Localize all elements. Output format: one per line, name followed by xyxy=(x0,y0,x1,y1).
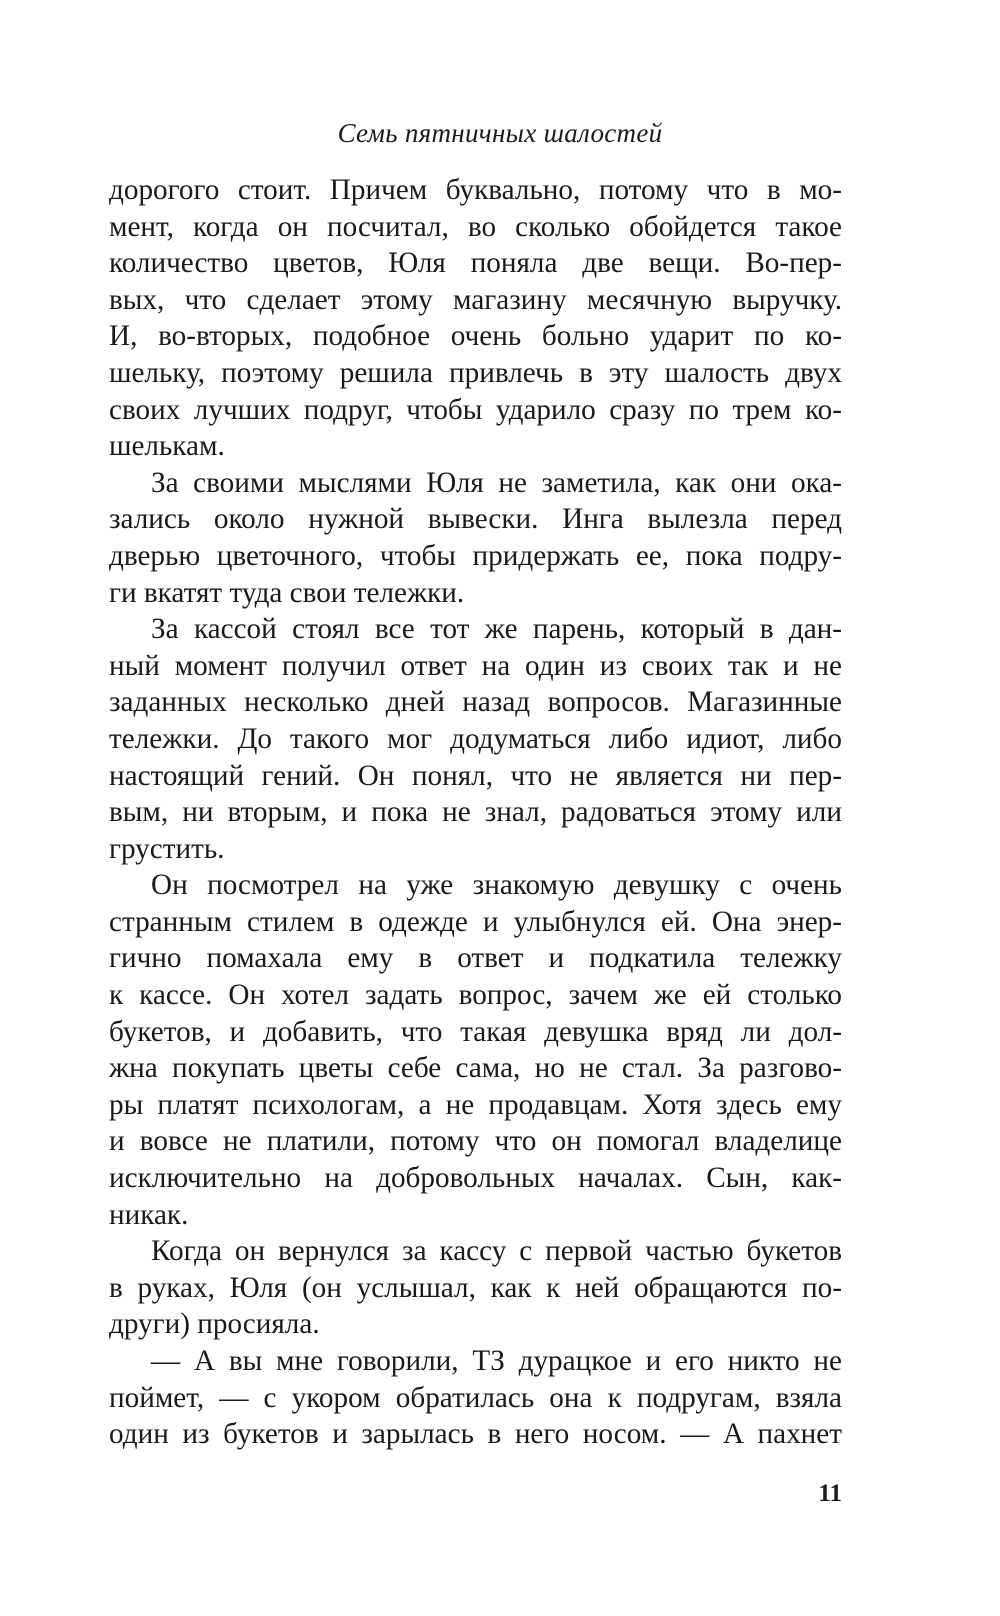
text-line: ры платят психологам, а не продавцам. Хотя здесь ему xyxy=(109,1088,842,1121)
text-line: зались около нужной вывески. Инга вылезла перед xyxy=(109,503,842,536)
text-line: дорогого стоит. Причем буквально, потому что в мо- xyxy=(109,174,842,206)
text-line: И, во-вторых, подобное очень больно ударит по ко- xyxy=(109,320,842,353)
paragraph xyxy=(109,611,842,867)
text-line: Он посмотрел на уже знакомую девушку с очень xyxy=(151,869,842,902)
text-line: никак. xyxy=(109,1198,189,1231)
text-line: шельку, поэтому решила привлечь в эту шалость двух xyxy=(109,356,842,389)
text-line: дверью цветочного, чтобы придержать ее, пока подру- xyxy=(109,539,842,572)
text-line: странным стилем в одежде и улыбнулся ей. Она энер- xyxy=(109,905,842,938)
text-line: поймет, — с укором обратилась она к подругам, взяла xyxy=(109,1381,842,1414)
text-line: ги вкатят туда свои тележки. xyxy=(109,576,465,609)
text-line: гично помахала ему в ответ и подкатила тележку xyxy=(109,942,842,975)
paragraph xyxy=(109,1343,842,1453)
text-line: За своими мыслями Юля не заметила, как они ока- xyxy=(151,466,842,499)
text-line: други) просияла. xyxy=(109,1308,320,1341)
text-line: и вовсе не платили, потому что он помогал владелице xyxy=(109,1125,842,1158)
text-line: к кассе. Он хотел задать вопрос, зачем же ей столько xyxy=(109,979,842,1012)
text-line: грустить. xyxy=(109,832,225,865)
text-line: один из букетов и зарылась в него носом. — А пахнет xyxy=(109,1418,842,1451)
text-line: мент, когда он посчитал, во сколько обойдется такое xyxy=(109,210,842,243)
text-line: ный момент получил ответ на один из своих так и не xyxy=(109,649,842,682)
text-line: шелькам. xyxy=(109,430,225,463)
text-line: тележки. До такого мог додуматься либо идиот, либо xyxy=(109,722,842,755)
text-line: Когда он вернулся за кассу с первой частью букетов xyxy=(151,1235,842,1268)
body-text xyxy=(109,172,842,1453)
paragraph xyxy=(109,867,842,1233)
text-line: количество цветов, Юля поняла две вещи. Во-пер- xyxy=(109,247,842,280)
text-line: букетов, и добавить, что такая девушка вряд ли дол- xyxy=(109,1015,842,1048)
text-line: жна покупать цветы себе сама, но не стал. За разгово- xyxy=(109,1052,842,1085)
paragraph xyxy=(109,1233,842,1343)
text-line: исключительно на добровольных началах. Сын, как- xyxy=(109,1162,842,1195)
text-line: вых, что сделает этому магазину месячную выручку. xyxy=(109,283,842,316)
text-line: своих лучших подруг, чтобы ударило сразу по трем ко- xyxy=(109,393,842,426)
text-line: — А вы мне говорили, ТЗ дурацкое и его никто не xyxy=(151,1345,842,1377)
text-line: вым, ни вторым, и пока не знал, радоваться этому или xyxy=(109,796,842,829)
paragraph-list xyxy=(109,172,842,1453)
page-number: 11 xyxy=(818,1480,842,1507)
text-line: За кассой стоял все тот же парень, который в дан- xyxy=(151,613,842,646)
text-line: настоящий гений. Он понял, что не является ни пер- xyxy=(109,759,842,792)
paragraph xyxy=(109,465,842,611)
paragraph xyxy=(109,172,842,465)
text-line: в руках, Юля (он услышал, как к ней обращаются по- xyxy=(109,1271,842,1304)
text-line: заданных несколько дней назад вопросов. Магазинные xyxy=(109,686,842,719)
running-head: Семь пятничных шалостей xyxy=(337,118,663,148)
